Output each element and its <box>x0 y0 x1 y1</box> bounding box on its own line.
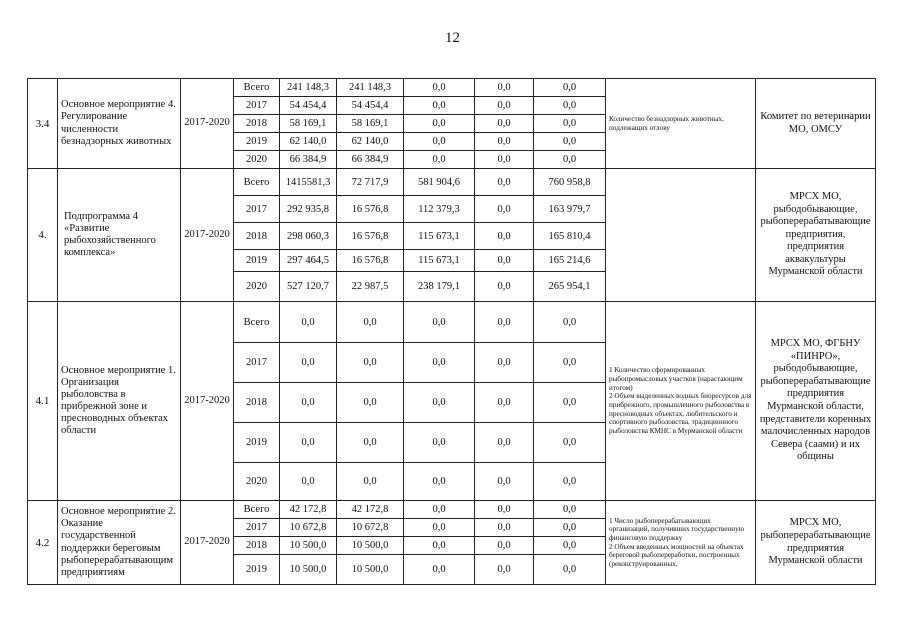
activity-name: Подпрограмма 4 «Развитие рыбохозяйственного комплекса» <box>58 169 181 302</box>
value-regional: 22 987,5 <box>337 272 404 302</box>
value-other: 163 979,7 <box>534 196 606 223</box>
value-other: 265 954,1 <box>534 272 606 302</box>
value-local: 0,0 <box>475 537 534 555</box>
value-other: 0,0 <box>534 463 606 501</box>
value-federal: 581 904,6 <box>404 169 475 196</box>
value-federal: 0,0 <box>404 423 475 463</box>
year-cell: 2020 <box>234 463 280 501</box>
value-local: 0,0 <box>475 423 534 463</box>
indicator-item: 2 Объем выделенных водных биоресурсов для прибрежного, промышленного рыболовства в пресноводных объектах, любительского и спортивного рыболовства, традиционного рыболовства КМНС в Мурманской области <box>609 392 752 435</box>
value-regional: 42 172,8 <box>337 501 404 519</box>
row-number: 4. <box>28 169 58 302</box>
value-regional: 10 672,8 <box>337 519 404 537</box>
value-federal: 0,0 <box>404 115 475 133</box>
table-row <box>28 501 876 519</box>
value-total: 54 454,4 <box>280 97 337 115</box>
year-cell: 2017 <box>234 97 280 115</box>
value-other: 0,0 <box>534 501 606 519</box>
value-local: 0,0 <box>475 169 534 196</box>
value-federal: 238 179,1 <box>404 272 475 302</box>
value-total: 10 672,8 <box>280 519 337 537</box>
year-cell: 2020 <box>234 272 280 302</box>
value-other: 165 810,4 <box>534 223 606 250</box>
value-regional: 10 500,0 <box>337 555 404 585</box>
value-regional: 16 576,8 <box>337 250 404 272</box>
year-cell: 2019 <box>234 133 280 151</box>
year-cell: 2018 <box>234 223 280 250</box>
value-other: 165 214,6 <box>534 250 606 272</box>
value-regional: 72 717,9 <box>337 169 404 196</box>
value-local: 0,0 <box>475 97 534 115</box>
value-regional: 62 140,0 <box>337 133 404 151</box>
value-regional: 16 576,8 <box>337 223 404 250</box>
value-total: 0,0 <box>280 463 337 501</box>
value-local: 0,0 <box>475 223 534 250</box>
executor: МРСХ МО, рыбоперерабатывающие предприятия Мурманской области <box>756 501 876 585</box>
value-local: 0,0 <box>475 272 534 302</box>
value-local: 0,0 <box>475 151 534 169</box>
value-other: 0,0 <box>534 151 606 169</box>
period: 2017-2020 <box>181 501 234 585</box>
value-local: 0,0 <box>475 133 534 151</box>
value-total: 527 120,7 <box>280 272 337 302</box>
value-regional: 0,0 <box>337 343 404 383</box>
value-federal: 0,0 <box>404 463 475 501</box>
value-total: 10 500,0 <box>280 537 337 555</box>
activity-name: Основное мероприятие 1. Организация рыболовства в прибрежной зоне и пресноводных объектах области <box>58 302 181 501</box>
value-other: 0,0 <box>534 537 606 555</box>
value-local: 0,0 <box>475 196 534 223</box>
year-cell: 2019 <box>234 555 280 585</box>
year-cell: 2019 <box>234 423 280 463</box>
value-federal: 0,0 <box>404 383 475 423</box>
year-cell: Всего <box>234 302 280 343</box>
value-regional: 0,0 <box>337 302 404 343</box>
value-local: 0,0 <box>475 383 534 423</box>
value-federal: 0,0 <box>404 151 475 169</box>
year-cell: 2018 <box>234 537 280 555</box>
value-local: 0,0 <box>475 115 534 133</box>
value-total: 241 148,3 <box>280 79 337 97</box>
value-total: 0,0 <box>280 383 337 423</box>
value-federal: 0,0 <box>404 97 475 115</box>
value-other: 0,0 <box>534 97 606 115</box>
value-total: 292 935,8 <box>280 196 337 223</box>
indicator <box>606 169 756 302</box>
executor: МРСХ МО, ФГБНУ «ПИНРО», рыбодобывающие, рыбоперерабатывающие предприятия Мурманской области, представители коренных малочисленных народов Севера (саами) и их общины <box>756 302 876 501</box>
year-cell: 2017 <box>234 196 280 223</box>
executor: Комитет по ветеринарии МО, ОМСУ <box>756 79 876 169</box>
executor: МРСХ МО, рыбодобывающие, рыбоперерабатывающие предприятия, предприятия аквакультуры Мурманской области <box>756 169 876 302</box>
value-other: 0,0 <box>534 115 606 133</box>
indicator: Количество безнадзорных животных, подлежащих отлову <box>606 79 756 169</box>
value-federal: 0,0 <box>404 519 475 537</box>
value-total: 297 464,5 <box>280 250 337 272</box>
value-total: 298 060,3 <box>280 223 337 250</box>
indicator-item: 2 Объем введенных мощностей на объектах береговой рыбопереработки, построенных (реконструированных, <box>609 542 744 568</box>
indicator-item: 1 Количество сформированных рыбопромысловых участков (нарастающим итогом) <box>609 366 743 392</box>
value-total: 42 172,8 <box>280 501 337 519</box>
year-cell: Всего <box>234 501 280 519</box>
year-cell: 2019 <box>234 250 280 272</box>
row-number: 3.4 <box>28 79 58 169</box>
value-federal: 0,0 <box>404 501 475 519</box>
value-total: 0,0 <box>280 343 337 383</box>
value-federal: 0,0 <box>404 537 475 555</box>
indicator-item: 1 Число рыбоперерабатывающих организаций, получивших государственную финансовую поддержку <box>609 516 745 542</box>
row-number: 4.1 <box>28 302 58 501</box>
value-total: 1415581,3 <box>280 169 337 196</box>
activity-name: Основное мероприятие 2. Оказание государственной поддержки береговым рыбоперерабатывающим предприятиям <box>58 501 181 585</box>
value-other: 0,0 <box>534 519 606 537</box>
value-regional: 10 500,0 <box>337 537 404 555</box>
value-federal: 0,0 <box>404 343 475 383</box>
program-table <box>27 78 876 585</box>
value-other: 0,0 <box>534 555 606 585</box>
activity-name: Основное мероприятие 4. Регулирование численности безнадзорных животных <box>58 79 181 169</box>
value-total: 66 384,9 <box>280 151 337 169</box>
row-number: 4.2 <box>28 501 58 585</box>
value-total: 10 500,0 <box>280 555 337 585</box>
value-federal: 115 673,1 <box>404 223 475 250</box>
period: 2017-2020 <box>181 169 234 302</box>
year-cell: 2018 <box>234 383 280 423</box>
value-other: 0,0 <box>534 79 606 97</box>
year-cell: 2018 <box>234 115 280 133</box>
page-number: 12 <box>445 30 460 46</box>
value-federal: 0,0 <box>404 555 475 585</box>
value-local: 0,0 <box>475 302 534 343</box>
value-regional: 16 576,8 <box>337 196 404 223</box>
value-regional: 241 148,3 <box>337 79 404 97</box>
indicator <box>606 302 756 501</box>
period: 2017-2020 <box>181 302 234 501</box>
period: 2017-2020 <box>181 79 234 169</box>
value-total: 0,0 <box>280 423 337 463</box>
value-local: 0,0 <box>475 519 534 537</box>
value-total: 0,0 <box>280 302 337 343</box>
value-regional: 0,0 <box>337 463 404 501</box>
value-local: 0,0 <box>475 555 534 585</box>
value-federal: 0,0 <box>404 302 475 343</box>
year-cell: 2017 <box>234 519 280 537</box>
year-cell: Всего <box>234 169 280 196</box>
value-local: 0,0 <box>475 501 534 519</box>
value-federal: 0,0 <box>404 133 475 151</box>
value-total: 62 140,0 <box>280 133 337 151</box>
value-federal: 115 673,1 <box>404 250 475 272</box>
value-federal: 112 379,3 <box>404 196 475 223</box>
value-local: 0,0 <box>475 250 534 272</box>
indicator <box>606 501 756 585</box>
table-row <box>28 302 876 343</box>
table-row <box>28 169 876 196</box>
value-regional: 58 169,1 <box>337 115 404 133</box>
value-federal: 0,0 <box>404 79 475 97</box>
value-local: 0,0 <box>475 79 534 97</box>
value-other: 0,0 <box>534 343 606 383</box>
year-cell: Всего <box>234 79 280 97</box>
value-other: 760 958,8 <box>534 169 606 196</box>
value-local: 0,0 <box>475 343 534 383</box>
value-other: 0,0 <box>534 133 606 151</box>
value-regional: 66 384,9 <box>337 151 404 169</box>
value-regional: 0,0 <box>337 423 404 463</box>
value-regional: 0,0 <box>337 383 404 423</box>
value-regional: 54 454,4 <box>337 97 404 115</box>
value-other: 0,0 <box>534 383 606 423</box>
year-cell: 2020 <box>234 151 280 169</box>
value-total: 58 169,1 <box>280 115 337 133</box>
value-other: 0,0 <box>534 302 606 343</box>
value-local: 0,0 <box>475 463 534 501</box>
value-other: 0,0 <box>534 423 606 463</box>
table-row <box>28 79 876 97</box>
year-cell: 2017 <box>234 343 280 383</box>
